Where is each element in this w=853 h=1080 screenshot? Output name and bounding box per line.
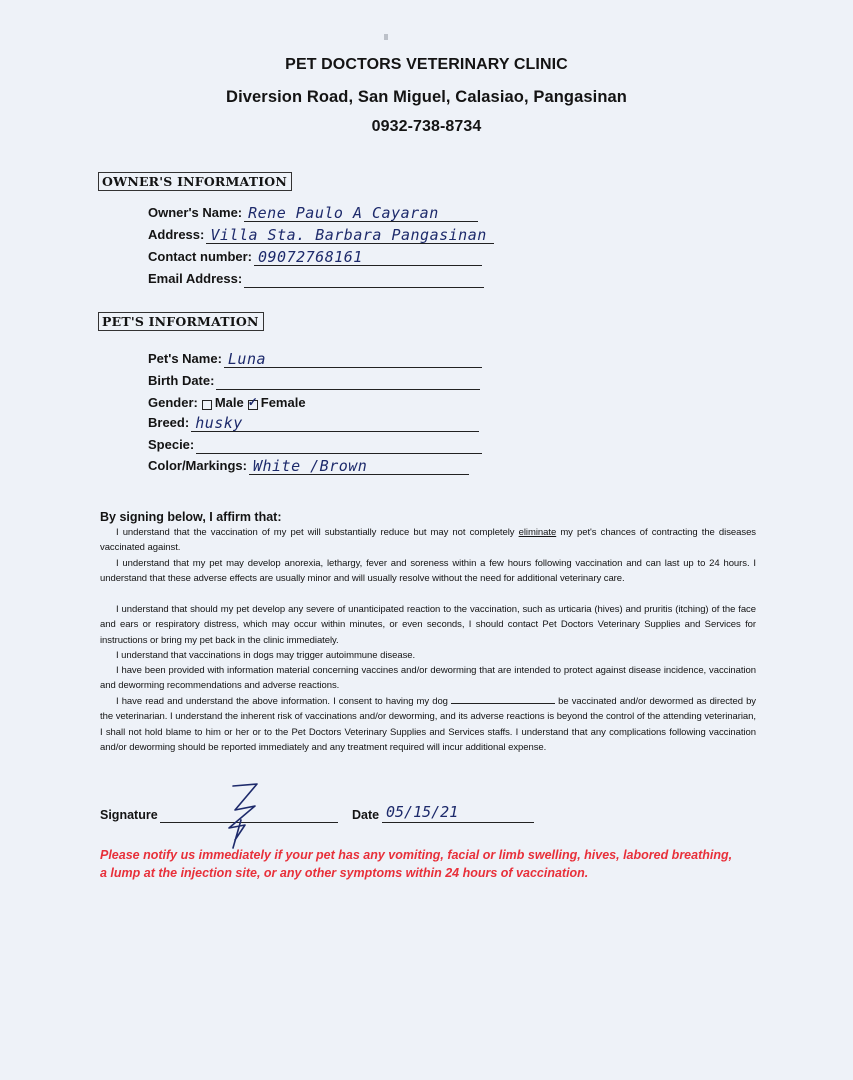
- affirm-title: By signing below, I affirm that:: [100, 510, 282, 524]
- male-option-label: Male: [214, 395, 244, 410]
- pet-name-row: [148, 348, 482, 368]
- female-option-label: Female: [260, 395, 306, 410]
- pet-gender-row: [148, 390, 306, 410]
- owner-email-row: [148, 268, 484, 288]
- clinic-phone: 0932-738-8734: [371, 118, 482, 135]
- pet-gender-label: Gender:: [148, 395, 198, 410]
- handwritten-signature: [205, 780, 275, 850]
- pet-specie-label: Specie:: [148, 437, 195, 452]
- pet-name-field[interactable]: [224, 348, 482, 368]
- owner-address-value: Villa Sta. Barbara Pangasinan: [210, 226, 487, 244]
- pet-name-value: Luna: [227, 350, 267, 368]
- pet-birth-row: [148, 370, 480, 390]
- date-field[interactable]: [382, 822, 534, 823]
- pet-name-label: Pet's Name:: [148, 351, 222, 366]
- clinic-address: Diversion Road, San Miguel, Calasiao, Pangasinan: [226, 88, 627, 106]
- affirm-paragraph-1: [100, 525, 756, 556]
- pet-breed-field[interactable]: [191, 412, 479, 432]
- affirm-paragraph-2: I understand that my pet may develop anorexia, lethargy, fever and soreness within a few hours following vaccination and can last up to 24 hours. I understand that these adverse effects are usually minor and will usually resolve without the need for additional veterinary care.: [100, 558, 756, 585]
- owner-contact-field[interactable]: [254, 246, 482, 266]
- female-checkbox[interactable]: [248, 400, 258, 410]
- pet-specie-field[interactable]: [196, 434, 482, 454]
- affirm-paragraph-6: [100, 694, 756, 755]
- clinic-name: PET DOCTORS VETERINARY CLINIC: [285, 56, 568, 73]
- signature-label: Signature: [100, 808, 158, 822]
- affirm-paragraph-3: I understand that should my pet develop any severe of unanticipated reaction to the vaccination, such as urticaria (hives) and pruritis (itching) of the face and ears or respiratory distress, which may occur within minutes, or even seconds, I should contact Pet Doctors Veterinary Supplies and Services for instructions or bring my pet back in the clinic immediately.: [100, 604, 756, 646]
- date-value: 05/15/21: [386, 803, 459, 821]
- affirm-p6-start: I have read and understand the above information. I consent to having my dog: [116, 696, 452, 707]
- pet-breed-value: husky: [195, 414, 243, 432]
- pet-color-label: Color/Markings:: [148, 458, 247, 473]
- male-checkbox[interactable]: [202, 400, 212, 410]
- pet-birth-field[interactable]: [216, 370, 480, 390]
- owner-name-field[interactable]: [244, 202, 478, 222]
- owner-name-label: Owner's Name:: [148, 205, 243, 220]
- owner-section-header: OWNER'S INFORMATION: [98, 172, 292, 191]
- owner-address-field[interactable]: [206, 224, 494, 244]
- pet-breed-label: Breed:: [148, 415, 190, 430]
- affirm-p1-end: my pet's chances of contracting the diseases vaccinated against.: [100, 527, 756, 554]
- scan-speck: [384, 34, 388, 40]
- owner-address-row: [148, 224, 494, 244]
- affirm-p1-start: I understand that the vaccination of my pet will substantially reduce but may not completely: [116, 527, 519, 538]
- owner-name-value: Rene Paulo A Cayaran: [248, 204, 439, 222]
- affirm-p1-underlined: eliminate: [518, 527, 557, 538]
- pet-breed-row: [148, 412, 479, 432]
- owner-contact-row: [148, 246, 482, 266]
- owner-contact-value: 09072768161: [258, 248, 363, 266]
- dog-name-blank[interactable]: [451, 694, 555, 704]
- pet-color-value: White /Brown: [252, 457, 368, 475]
- pet-specie-row: [148, 434, 482, 454]
- pet-birth-label: Birth Date:: [148, 373, 215, 388]
- pet-color-field[interactable]: [249, 455, 469, 475]
- date-label: Date: [352, 808, 380, 822]
- pet-color-row: [148, 455, 469, 475]
- owner-email-field[interactable]: [244, 268, 484, 288]
- post-vaccination-notice: Please notify us immediately if your pet has any vomiting, facial or limb swelling, hives, labored breathing, a lump at the injection site, or any other symptoms within 24 hours of vaccination.: [100, 848, 733, 880]
- owner-name-row: [148, 202, 478, 222]
- owner-address-label: Address:: [148, 227, 205, 242]
- affirm-p6-end: be vaccinated and/or dewormed as directed by the veterinarian. I understand the inherent risk of vaccinations and/or deworming, and its adverse reactions is beyond the control of the attending veterinarian, I shall not hold blame to him or her or to the Pet Doctors Veterinary Supplies and Services staffs. I understand that any complications following vaccination and/or deworming should be reported immediately and any treatment required will incur additional expense.: [100, 696, 757, 753]
- owner-contact-label: Contact number:: [148, 249, 252, 264]
- owner-email-label: Email Address:: [148, 271, 243, 286]
- pet-section-header: PET'S INFORMATION: [98, 312, 264, 331]
- affirm-paragraph-5: I have been provided with information material concerning vaccines and/or deworming that are intended to protect against disease incidence, vaccination and deworming recommendations and adverse reactions.: [100, 665, 756, 692]
- affirm-paragraph-4: I understand that vaccinations in dogs may trigger autoimmune disease.: [116, 650, 416, 661]
